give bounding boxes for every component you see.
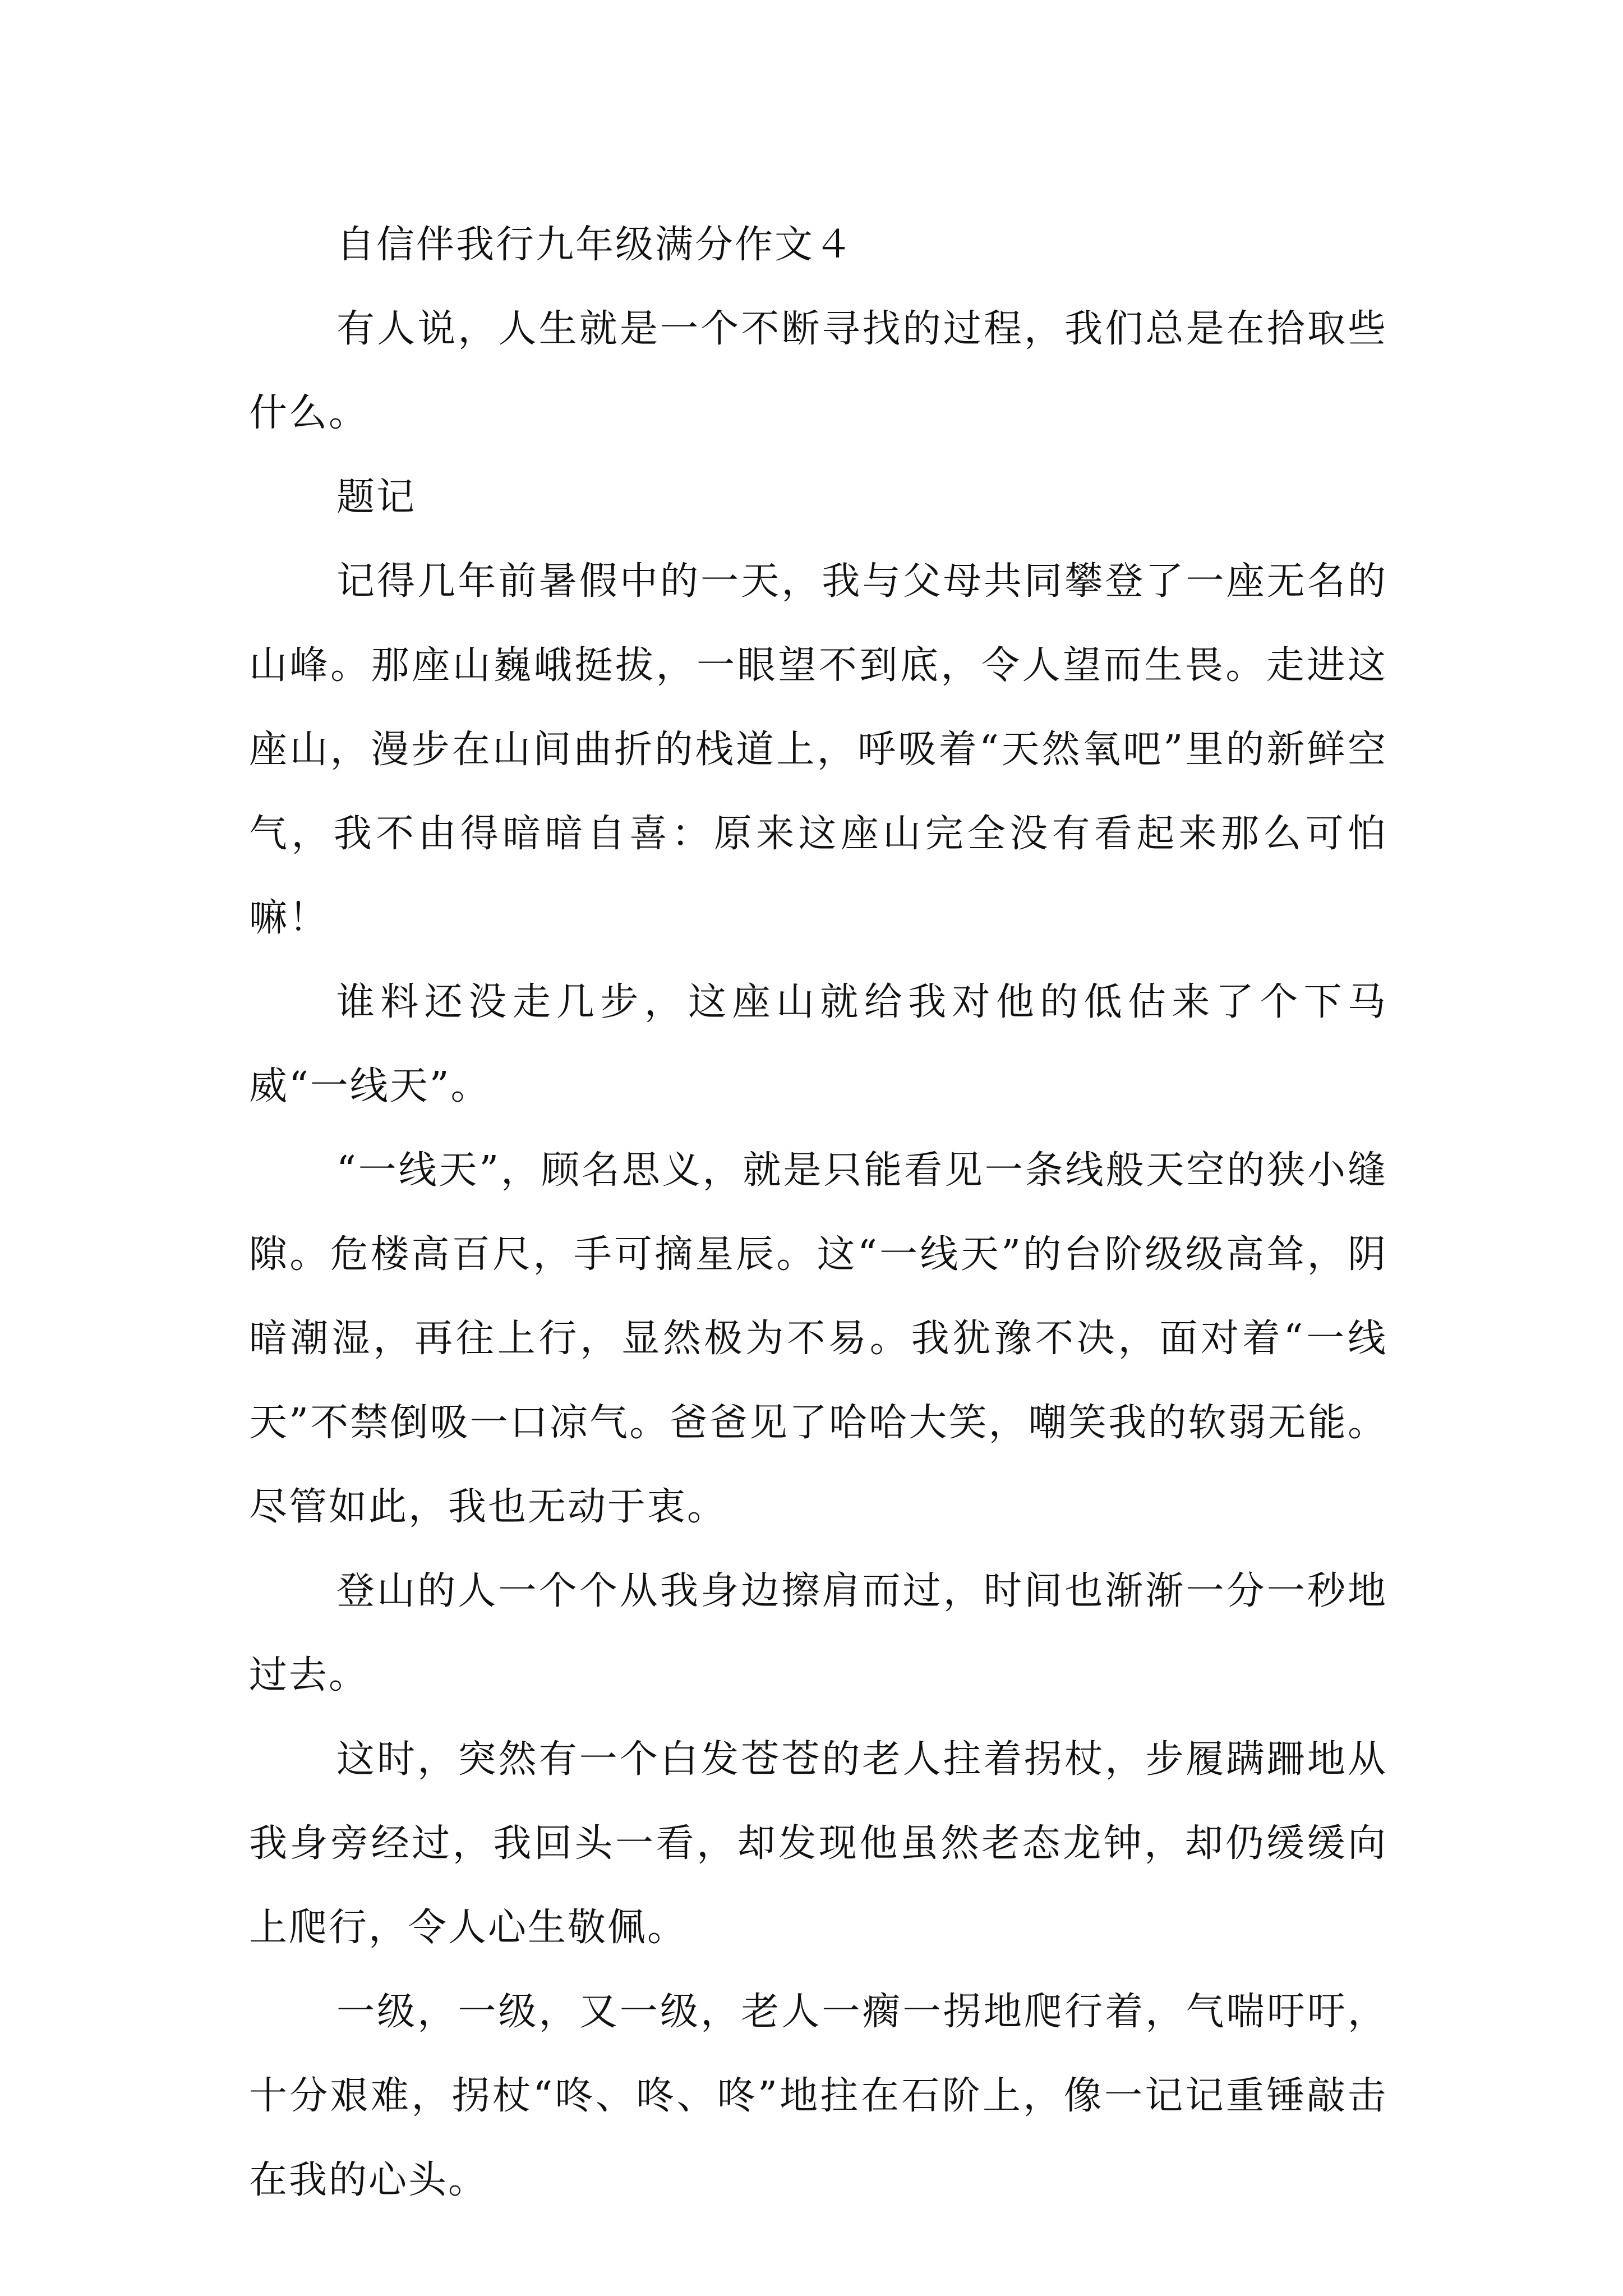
paragraph-time-passing: 登山的人一个个从我身边擦肩而过，时间也渐渐一分一秒地过去。 <box>249 1569 1387 1697</box>
paragraph-old-man: 这时，突然有一个白发苍苍的老人拄着拐杖，步履蹒跚地从我身旁经过，我回头一看，却发现他虽然老态龙钟，却仍缓缓向上爬行，令人心生敬佩。 <box>249 1737 1387 1950</box>
paragraph-mountain-climb: 记得几年前暑假中的一天，我与父母共同攀登了一座无名的山峰。那座山巍峨挺拔，一眼望不到底，令人望而生畏。走进这座山，漫步在山间曲折的栈道上，呼吸着“天然氧吧”里的新鲜空气，我不由得暗暗自喜：原来这座山完全没有看起来那么可怕嘛！ <box>249 559 1387 940</box>
paragraph-yixiantian-description: “一线天”，顾名思义，就是只能看见一条线般天空的狭小缝隙。危楼高百尺，手可摘星辰。这“一线天”的台阶级级高耸，阴暗潮湿，再往上行，显然极为不易。我犹豫不决，面对着“一线天”不禁倒吸一口凉气。爸爸见了哈哈大笑，嘲笑我的软弱无能。尽管如此，我也无动于衷。 <box>249 1148 1387 1529</box>
essay-title: 自信伴我行九年级满分作文４ <box>336 223 855 267</box>
paragraph-epigraph-label: 题记 <box>336 475 417 519</box>
paragraph-climbing-steps: 一级，一级，又一级，老人一瘸一拐地爬行着，气喘吁吁，十分艰难，拐杖“咚、咚、咚”地拄在石阶上，像一记记重锤敲击在我的心头。 <box>249 1990 1387 2202</box>
paragraph-opening: 有人说，人生就是一个不断寻找的过程，我们总是在拾取些什么。 <box>249 307 1387 435</box>
paragraph-yixiantian-intro: 谁料还没走几步，这座山就给我对他的低估来了个下马威“一线天”。 <box>249 980 1387 1108</box>
essay-body <box>249 203 1387 2223</box>
